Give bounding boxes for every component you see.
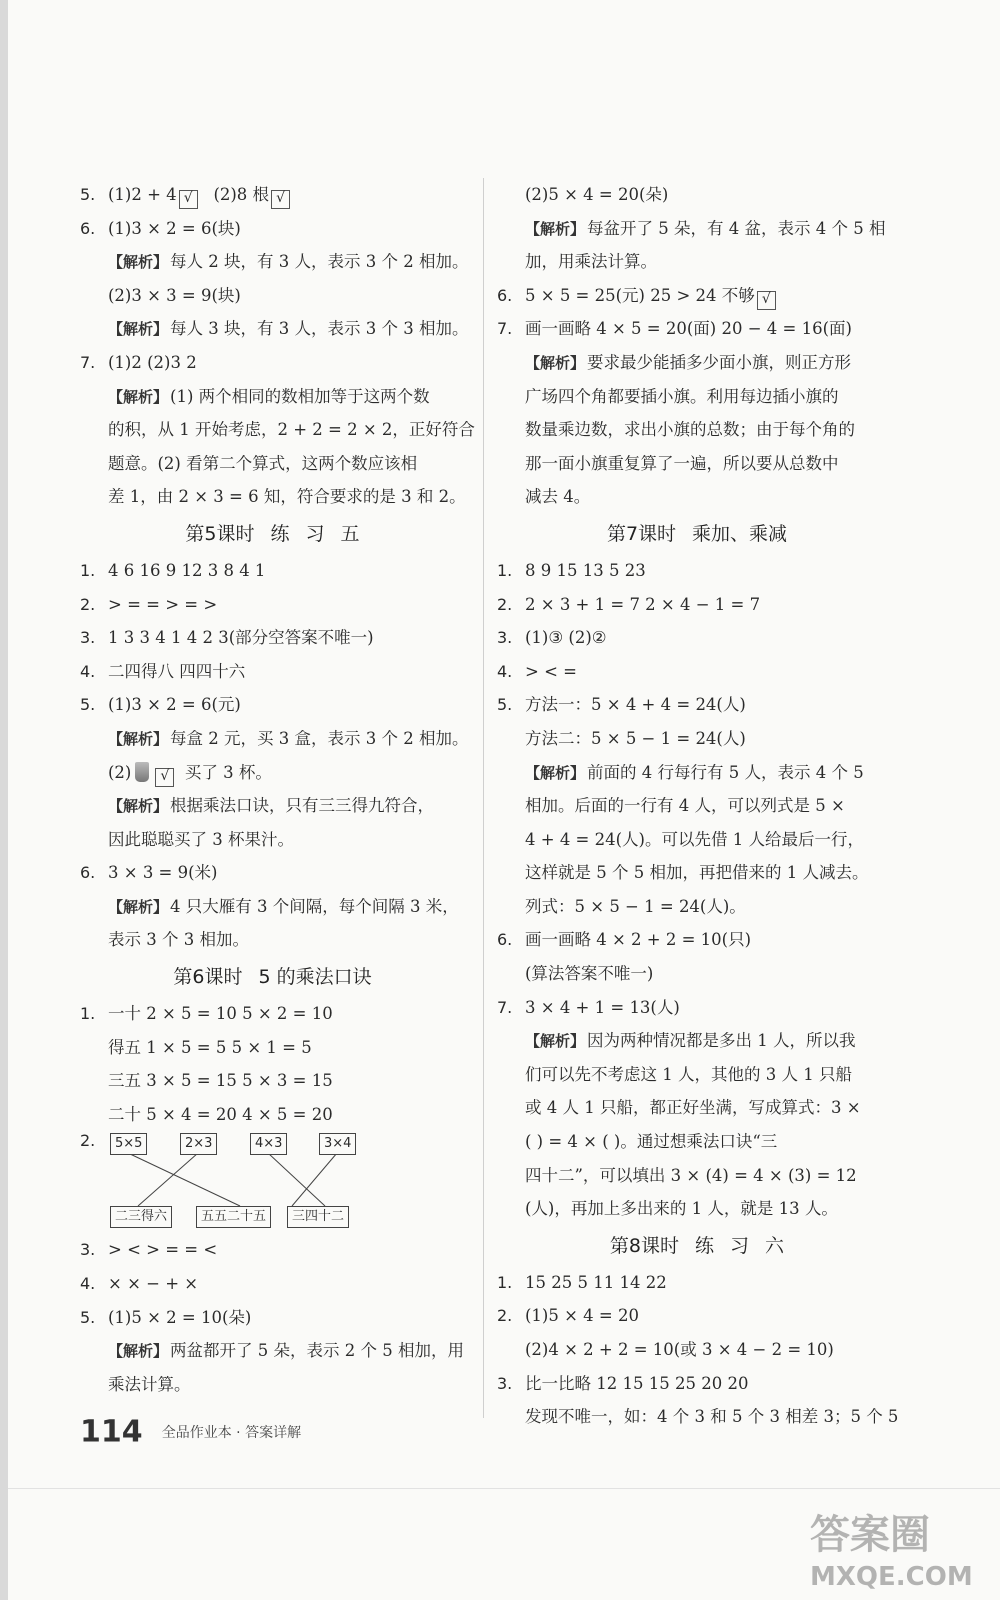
watermark-url: MXQE.COM — [810, 1562, 973, 1592]
rhyme-box: 五五二十五 — [196, 1206, 271, 1228]
answer-line: 6. 3 × 3 = 9(米) — [80, 863, 218, 883]
answer-line: 7. (1)2 (2)3 2 — [80, 352, 197, 372]
answer-line: (2) √ 买了 3 杯。 — [80, 756, 465, 790]
answer-line: 方法二：5 × 5 − 1 = 24(人) — [525, 728, 746, 748]
checkmark-icon: √ — [271, 190, 290, 209]
analysis-line: 【解析】 前面的 4 行每行有 5 人，表示 4 个 5 — [525, 762, 864, 782]
analysis-line: 【解析】 每盒 2 元，买 3 盒，表示 3 个 2 相加。 — [108, 728, 469, 748]
section-title-lesson8: 第8课时 练 习 六 — [609, 1234, 785, 1257]
matching-diagram: 2. 5×5 2×3 4×3 3×4 二三得六 五五二十五 三四十二 — [80, 1131, 465, 1233]
checkmark-icon: √ — [757, 291, 776, 310]
bottom-rule — [8, 1488, 1000, 1489]
answer-line: 1. 8 9 15 13 5 23 — [497, 560, 646, 580]
answer-line: 2. > = = > = > — [80, 594, 218, 614]
answer-line: 得五 1 × 5 = 5 5 × 1 = 5 — [108, 1037, 312, 1057]
section-title-lesson7: 第7课时 乘加、乘减 — [606, 522, 788, 545]
analysis-line: 【解析】 每人 3 块，有 3 人，表示 3 个 3 相加。 — [108, 319, 469, 339]
rhyme-box: 二三得六 — [110, 1206, 172, 1228]
analysis-line: 【解析】 每盆开了 5 朵，有 4 盆，表示 4 个 5 相 — [525, 218, 886, 238]
page-footer — [80, 1414, 301, 1450]
answer-line: 6. (1)3 × 2 = 6(块) — [80, 218, 241, 238]
analysis-line: 4 + 4 = 24(人)。可以先借 1 人给最后一行， — [525, 829, 864, 849]
product-box: 5×5 — [110, 1133, 147, 1155]
analysis-line: 差 1，由 2 × 3 = 6 知，符合要求的是 3 和 2。 — [108, 487, 466, 507]
watermark-text: 答案圈 — [810, 1512, 930, 1558]
answer-line: 2. (1)5 × 4 = 20 — [497, 1306, 639, 1326]
analysis-line: 表示 3 个 3 相加。 — [108, 930, 249, 950]
analysis-line: 【解析】 两盆都开了 5 朵，表示 2 个 5 相加，用 — [108, 1341, 464, 1361]
analysis-line: 相加。后面的一行有 4 人，可以列式是 5 × — [525, 796, 845, 816]
book-brand: 全品作业本 · 答案详解 — [161, 1424, 302, 1441]
right-column — [497, 178, 897, 1434]
analysis-line: 乘法计算。 — [108, 1374, 191, 1394]
analysis-line: 列式：5 × 5 − 1 = 24(人)。 — [525, 896, 746, 916]
checkmark-icon: √ — [179, 190, 198, 209]
analysis-line: 因此聪聪买了 3 杯果汁。 — [108, 829, 294, 849]
product-box: 4×3 — [250, 1133, 287, 1155]
analysis-line: 【解析】 每人 2 块，有 3 人，表示 3 个 2 相加。 — [108, 252, 469, 272]
answer-line: 1. 4 6 16 9 12 3 8 4 1 — [80, 560, 266, 580]
answer-line: 7. 画一画略 4 × 5 = 20(面) 20 − 4 = 16(面) — [497, 319, 852, 339]
left-column — [80, 178, 475, 1401]
analysis-line: 或 4 人 1 只船，都正好坐满，写成算式：3 × — [525, 1098, 861, 1118]
answer-line: (算法答案不唯一) — [525, 964, 654, 984]
answer-line: 5. (1)2 + 4 √ (2)8 根 √ — [80, 178, 465, 212]
juice-cup-icon — [135, 762, 149, 782]
answer-line: 4. × × − + × — [80, 1274, 199, 1294]
analysis-line: 【解析】 根据乘法口诀，只有三三得九符合， — [108, 796, 435, 816]
watermark-logo — [800, 1500, 995, 1595]
section-title-lesson6: 第6课时 5 的乘法口诀 — [173, 966, 372, 989]
answer-line: 1. 一十 2 × 5 = 10 5 × 2 = 10 — [80, 1004, 333, 1024]
section-title-lesson5: 第5课时 练 习 五 — [185, 522, 360, 545]
analysis-line: 广场四个角都要插小旗。利用每边插小旗的 — [525, 386, 839, 406]
rhyme-box: 三四十二 — [287, 1206, 349, 1228]
analysis-line: 【解析】 因为两种情况都是多出 1 人，所以我 — [525, 1031, 856, 1051]
page-edge-shadow — [0, 0, 8, 1600]
analysis-line: 题意。(2) 看第二个算式，这两个数应该相 — [108, 453, 418, 473]
analysis-line: ( ) = 4 × ( )。通过想乘法口诀“三 — [525, 1132, 778, 1152]
answer-line: 5. (1)5 × 2 = 10(朵) — [80, 1307, 252, 1327]
answer-line: 6. 5 × 5 = 25(元) 25 > 24 不够 √ — [497, 279, 897, 313]
answer-line: 6. 画一画略 4 × 2 + 2 = 10(只) — [497, 930, 752, 950]
answer-line: (2)5 × 4 = 20(朵) — [525, 185, 669, 204]
analysis-line: 四十二”，可以填出 3 × (4) = 4 × (3) = 12 — [525, 1165, 857, 1185]
answer-line: 5. (1)3 × 2 = 6(元) — [80, 695, 241, 715]
analysis-line: 【解析】 要求最少能插多少面小旗，则正方形 — [525, 352, 852, 372]
analysis-line: 那一面小旗重复算了一遍，所以要从总数中 — [525, 453, 839, 473]
checkmark-icon: √ — [155, 768, 174, 787]
answer-line: 3. 1 3 3 4 1 4 2 3(部分空答案不唯一) — [80, 628, 374, 648]
analysis-line: 的积，从 1 开始考虑，2 + 2 = 2 × 2，正好符合 — [108, 420, 475, 440]
analysis-line: 这样就是 5 个 5 相加，再把借来的 1 人减去。 — [525, 863, 869, 883]
analysis-line: 减去 4。 — [525, 487, 591, 507]
answer-line: 3. > < > = = < — [80, 1240, 218, 1260]
analysis-line: 加，用乘法计算。 — [525, 252, 657, 272]
product-box: 3×4 — [319, 1133, 356, 1155]
answer-line: 1. 15 25 5 11 14 22 — [497, 1272, 667, 1292]
answer-line: 二十 5 × 4 = 20 4 × 5 = 20 — [108, 1104, 333, 1124]
analysis-line: (人)，再加上多出来的 1 人，就是 13 人。 — [525, 1199, 838, 1219]
answer-line: 三五 3 × 5 = 15 5 × 3 = 15 — [108, 1071, 333, 1091]
analysis-line: 【解析】 4 只大雁有 3 个间隔，每个间隔 3 米， — [108, 896, 459, 916]
answer-line: 3. 比一比略 12 15 15 25 20 20 — [497, 1373, 749, 1393]
analysis-line: 【解析】 (1) 两个相同的数相加等于这两个数 — [108, 386, 430, 406]
column-divider — [483, 178, 484, 1418]
answer-line: 4. 二四得八 四四十六 — [80, 661, 246, 681]
answer-line: 5. 方法一：5 × 4 + 4 = 24(人) — [497, 695, 746, 715]
analysis-line: 们可以先不考虑这 1 人，其他的 3 人 1 只船 — [525, 1064, 852, 1084]
answer-line: 4. > < = — [497, 661, 577, 681]
answer-line: 7. 3 × 4 + 1 = 13(人) — [497, 997, 680, 1017]
answer-line: (2)3 × 3 = 9(块) — [108, 285, 241, 305]
answer-line: (2)4 × 2 + 2 = 10(或 3 × 4 − 2 = 10) — [525, 1340, 834, 1359]
answer-line: 3. (1)③ (2)② — [497, 628, 607, 648]
answer-line: 发现不唯一，如：4 个 3 和 5 个 3 相差 3；5 个 5 — [525, 1407, 899, 1427]
product-box: 2×3 — [180, 1133, 217, 1155]
page-number: 114 — [80, 1414, 143, 1450]
answer-line: 2. 2 × 3 + 1 = 7 2 × 4 − 1 = 7 — [497, 594, 761, 614]
analysis-line: 数量乘边数，求出小旗的总数；由于每个角的 — [525, 420, 855, 440]
